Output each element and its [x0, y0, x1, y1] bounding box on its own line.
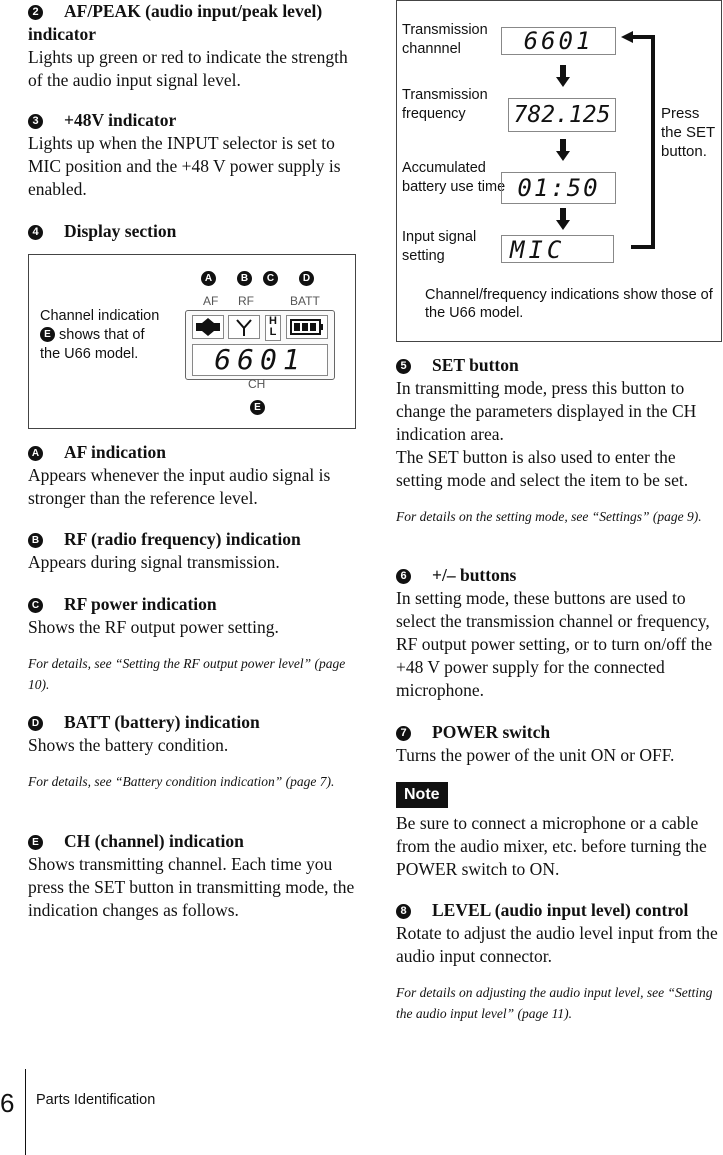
number-badge: 4	[28, 225, 43, 240]
row-label: Transmission frequency	[402, 87, 488, 122]
callout-line: Channel indication	[40, 308, 160, 324]
antenna-icon	[228, 315, 260, 339]
number-badge: 3	[28, 114, 43, 129]
number-badge: 2	[28, 5, 43, 20]
arrow-down-icon	[556, 208, 570, 230]
letter-badge: A	[28, 446, 43, 461]
ch-sequence-figure	[396, 0, 722, 342]
letter-badge: C	[28, 598, 43, 613]
callout-text	[40, 307, 159, 364]
af-label: AF	[203, 294, 219, 308]
section-body: The SET button is also used to enter the setting mode and select the item to be set.	[396, 447, 689, 490]
section-set-button	[396, 354, 722, 527]
cross-reference: For details on adjusting the audio input level, see “Setting the audio input level” (page 11).	[396, 985, 713, 1021]
note-label: Note	[396, 782, 448, 808]
lcd-readout: MIC	[501, 235, 614, 263]
cross-reference: For details on the setting mode, see “Settings” (page 9).	[396, 509, 702, 524]
letter-badge: E	[28, 835, 43, 850]
batt-label: BATT	[290, 294, 320, 308]
section-title: POWER switch	[432, 722, 551, 742]
section-batt	[28, 711, 356, 792]
section-body: In transmitting mode, press this button to change the parameters displayed in the CH indication area.	[396, 378, 697, 444]
section-title: AF/PEAK (audio input/peak level) indicator	[28, 1, 323, 44]
section-body: Appears whenever the input audio signal is stronger than the reference level.	[28, 465, 331, 508]
row-label: Accumulated battery use time	[402, 160, 506, 195]
footer-divider	[25, 1069, 26, 1155]
lcd-panel	[185, 310, 335, 380]
lcd-channel-readout: 6601	[192, 344, 328, 376]
section-ch	[28, 830, 356, 922]
section-body: Lights up when the INPUT selector is set to MIC position and the +48 V power supply is enabled.	[28, 133, 341, 199]
callout-line: the U66 model.	[40, 346, 139, 362]
section-body: Rotate to adjust the audio level input from the audio input connector.	[396, 923, 718, 966]
lcd-readout: 6601	[501, 27, 616, 55]
number-badge: 7	[396, 726, 411, 741]
speaker-icon	[192, 315, 224, 339]
battery-icon	[286, 315, 328, 339]
display-figure	[28, 254, 356, 429]
number-badge: 6	[396, 569, 411, 584]
section-title: +48V indicator	[64, 110, 177, 130]
arrow-down-icon	[556, 65, 570, 87]
section-power-switch	[396, 721, 722, 767]
lcd-readout: 01:50	[501, 172, 616, 204]
rf-label: RF	[238, 294, 254, 308]
section-title: RF power indication	[64, 594, 217, 614]
rf-power-indicator	[265, 315, 281, 341]
section-rf-power	[28, 593, 356, 695]
rf-power-low: L	[269, 326, 277, 338]
section-title: RF (radio frequency) indication	[64, 529, 301, 549]
section-body: In setting mode, these buttons are used to select the transmission channel or frequency, RF output power setting, or to turn on/off the +48 V power supply for the connected microphone.	[396, 588, 713, 700]
note-body	[396, 812, 722, 881]
cross-reference: For details, see “Battery condition indication” (page 7).	[28, 774, 335, 789]
section-plus-minus	[396, 564, 722, 702]
label-b-badge: B	[237, 271, 252, 286]
section-title: SET button	[432, 355, 519, 375]
section-title: +/– buttons	[432, 565, 517, 585]
cross-reference: For details, see “Setting the RF output power level” (page 10).	[28, 656, 346, 692]
section-rf-indication	[28, 528, 356, 574]
arrow-down-icon	[556, 139, 570, 161]
label-c-badge: C	[263, 271, 278, 286]
section-title: Display section	[64, 221, 177, 241]
section-title: AF indication	[64, 442, 166, 462]
section-title: LEVEL (audio input level) control	[432, 900, 689, 920]
number-badge: 8	[396, 904, 411, 919]
label-e-badge: E	[40, 327, 55, 342]
section-body: Lights up green or red to indicate the strength of the audio input signal level.	[28, 47, 348, 90]
section-af-indication	[28, 441, 356, 510]
row-label: Transmission channnel	[402, 22, 488, 57]
section-48v	[28, 109, 356, 201]
figure-caption: Channel/frequency indications show those of the U66 model.	[425, 287, 713, 321]
label-e-badge: E	[250, 400, 265, 415]
section-body: Appears during signal transmission.	[28, 552, 280, 572]
label-a-badge: A	[201, 271, 216, 286]
rf-power-high: H	[269, 315, 277, 327]
lcd-readout: 782.125	[508, 98, 616, 132]
footer-section-title: Parts Identification	[36, 1092, 156, 1108]
row-label: Input signal setting	[402, 229, 477, 264]
section-body: Turns the power of the unit ON or OFF.	[396, 745, 675, 765]
section-display	[28, 220, 356, 243]
section-title: CH (channel) indication	[64, 831, 244, 851]
section-af-peak	[28, 0, 356, 92]
side-label: Press the SET button.	[661, 105, 715, 160]
ch-label: CH	[248, 377, 266, 391]
label-d-badge: D	[299, 271, 314, 286]
section-body: Shows transmitting channel. Each time you press the SET button in transmitting mode, the indication changes as follows.	[28, 854, 355, 920]
section-body: Shows the RF output power setting.	[28, 617, 279, 637]
page-number: 6	[0, 1088, 15, 1118]
section-title: BATT (battery) indication	[64, 712, 260, 732]
section-level-control	[396, 899, 722, 1024]
section-body: Shows the battery condition.	[28, 735, 229, 755]
loop-back-arrow-icon	[619, 31, 657, 255]
number-badge: 5	[396, 359, 411, 374]
note-text: Be sure to connect a microphone or a cable from the audio mixer, etc. before turning the POWER switch to ON.	[396, 813, 707, 879]
letter-badge: D	[28, 716, 43, 731]
letter-badge: B	[28, 533, 43, 548]
callout-line: shows that of	[59, 327, 145, 343]
